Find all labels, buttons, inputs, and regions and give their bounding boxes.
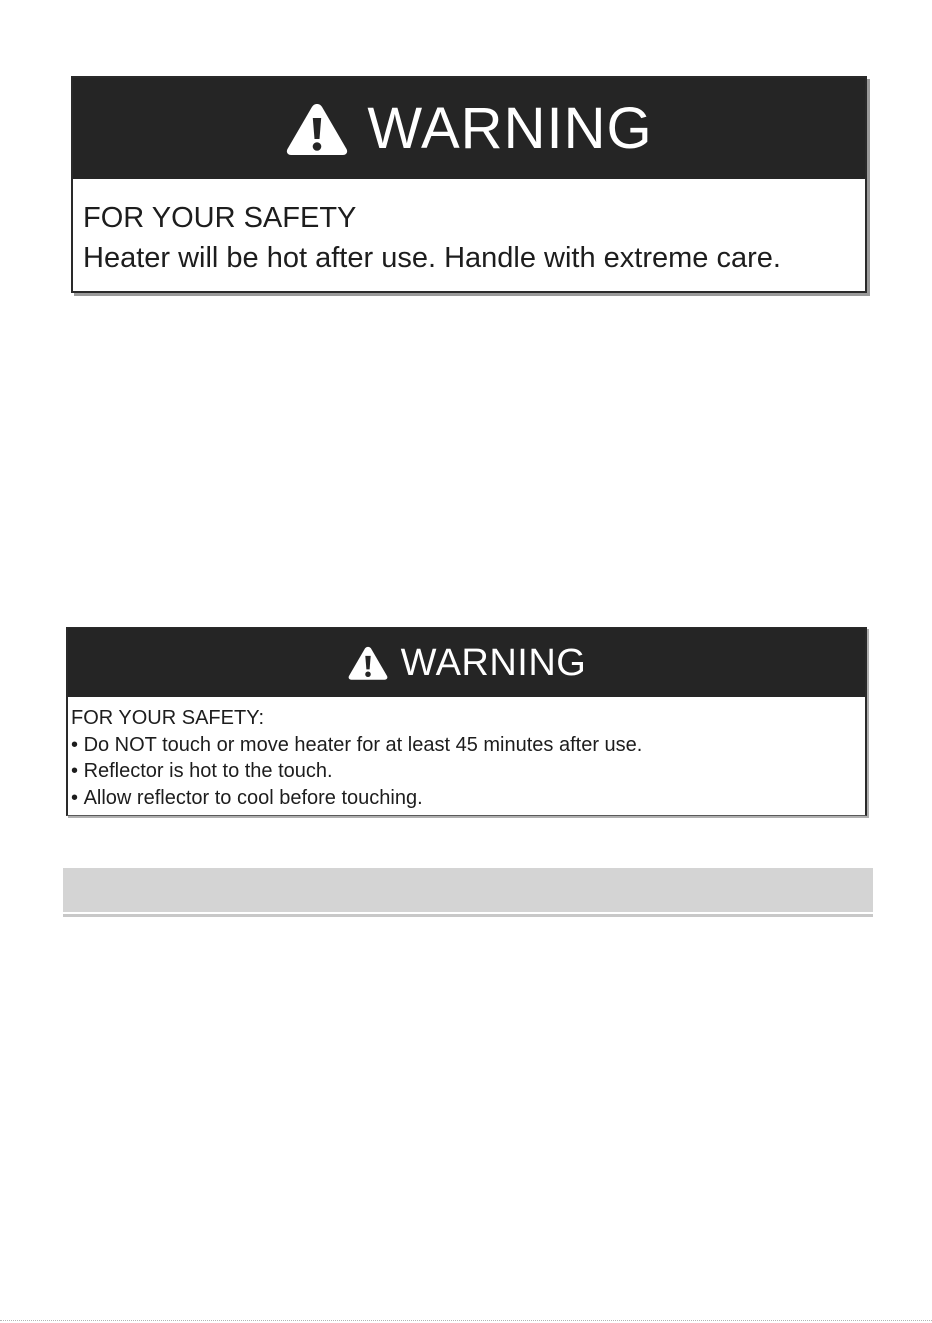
warning-box-reflector <box>66 627 867 816</box>
warning-title: WARNING <box>367 95 653 161</box>
section-divider <box>63 914 873 917</box>
list-item: • Allow reflector to cool before touching. <box>71 785 865 812</box>
list-item: • Reflector is hot to the touch. <box>71 758 865 785</box>
section-header-bar <box>63 868 873 912</box>
warning-text: Heater will be hot after use. Handle with extreme care. <box>83 242 781 274</box>
warning-body <box>73 179 865 278</box>
warning-box-heater-hot <box>71 76 867 293</box>
warning-triangle-icon <box>285 101 349 157</box>
list-item: • Do NOT touch or move heater for at least 45 minutes after use. <box>71 732 865 759</box>
warning-title: WARNING <box>400 641 587 684</box>
warning-heading: FOR YOUR SAFETY <box>83 202 357 234</box>
warning-body <box>68 697 865 811</box>
warning-header <box>68 628 865 697</box>
warning-triangle-icon <box>347 645 389 681</box>
warning-heading: FOR YOUR SAFETY: <box>71 707 264 729</box>
warning-list <box>71 732 865 812</box>
warning-header <box>73 78 865 179</box>
